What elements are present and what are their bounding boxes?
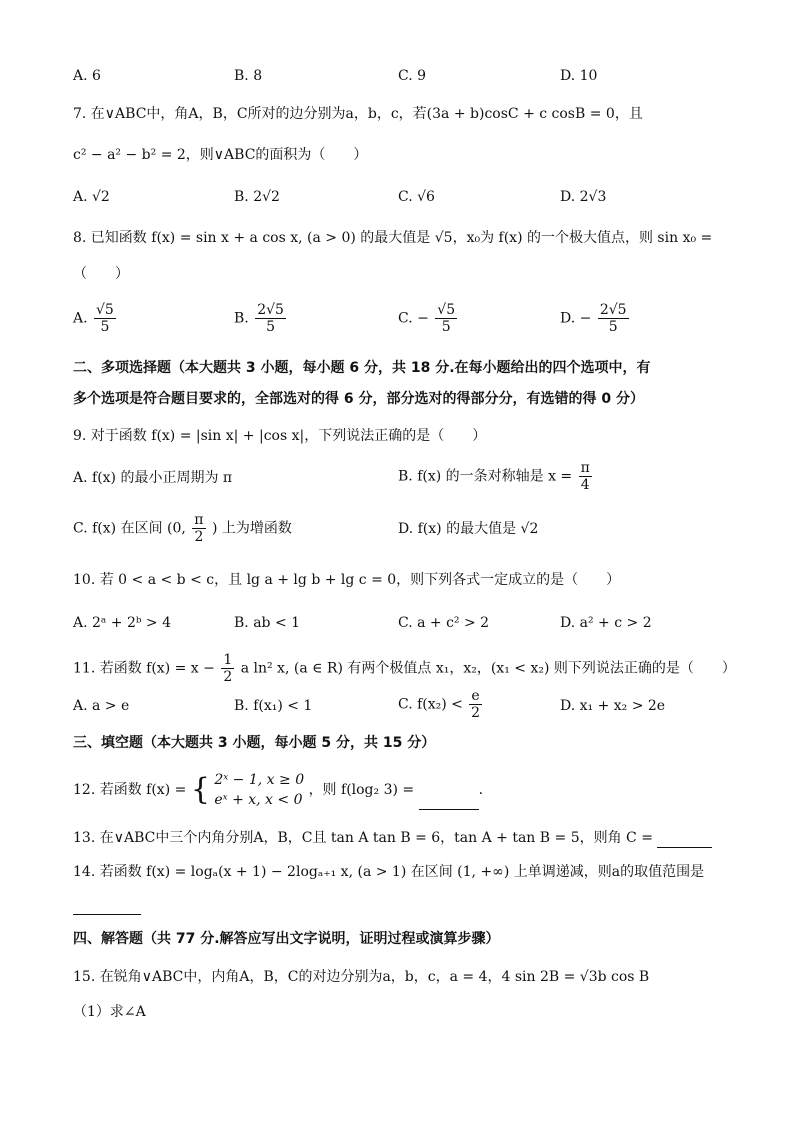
q11-stem-part1: 11. 若函数 f(x) = x −: [73, 660, 215, 677]
q8-option-b-label: B.: [234, 310, 249, 327]
q8-b-num: 2√5: [257, 302, 284, 318]
q8-option-c-fraction: [435, 302, 457, 335]
q8-option-d: [560, 302, 631, 335]
q12-case-2: eˣ + x, x < 0: [214, 792, 303, 808]
q9-option-c-fraction: [192, 512, 205, 545]
q12-end: .: [478, 782, 484, 798]
q9-stem: 9. 对于函数 f(x) = |sin x| + |cos x|，下列说法正确的是（ ）: [73, 428, 487, 444]
q8-a-den: 5: [100, 319, 110, 335]
q12-suffix: ，则 f(log₂ 3) =: [308, 782, 415, 798]
q8-option-b-fraction: [255, 302, 286, 335]
q12-prefix: 12. 若函数 f(x) =: [73, 782, 187, 798]
q9-option-b: [398, 460, 594, 493]
q8-option-c: [398, 302, 459, 335]
q12-answer-blank[interactable]: [419, 795, 479, 810]
q9-b-den: 4: [580, 477, 590, 493]
q8-b-den: 5: [266, 319, 276, 335]
q11-c-den: 2: [471, 705, 480, 721]
q8-option-d-fraction: [598, 302, 629, 335]
q10-stem: 10. 若 0 < a < b < c，且 lg a + lg b + lg c = 0，则下列各式一定成立的是（ ）: [73, 572, 621, 588]
q9-c-den: 2: [194, 529, 204, 545]
q7-stem-line2: c² − a² − b² = 2，则∨ABC的面积为（ ）: [73, 147, 368, 163]
q14-stem: 14. 若函数 f(x) = logₐ(x + 1) − 2logₐ₊₁ x, (a > 1) 在区间 (1, +∞) 上单调递减，则a的取值范围是: [73, 864, 705, 880]
q7-option-c: C. √6: [398, 189, 435, 205]
q11-stem: [73, 652, 736, 685]
q13-text: 13. 在∨ABC中三个内角分别A，B，C且 tan A tan B = 6，tan A + tan B = 5，则角 C =: [73, 830, 653, 846]
section-2-heading-line1: 二、多项选择题（本大题共 3 小题，每小题 6 分，共 18 分.在每小题给出的四个选项中，有: [73, 360, 651, 376]
q7-stem-line1: 7. 在∨ABC中，角A，B，C所对的边分别为a，b，c，若(3a + b)cosC + c cosB = 0，且: [73, 106, 643, 122]
q11-c-num: e: [471, 688, 480, 704]
q8-option-a-label: A.: [73, 310, 88, 327]
q9-option-c-text: C. f(x) 在区间 (0,: [73, 520, 186, 537]
q12-cases: [214, 770, 304, 810]
q8-c-den: 5: [441, 319, 451, 335]
q13-answer-blank[interactable]: [657, 833, 712, 848]
q10-option-b: B. ab < 1: [234, 615, 301, 631]
q11-option-c: [398, 688, 484, 721]
q13-stem: [73, 828, 712, 848]
q6-option-b: B. 8: [234, 68, 263, 84]
q8-option-a-fraction: [94, 302, 116, 335]
q9-option-c-suffix: ) 上为增函数: [211, 520, 292, 537]
q8-stem-line1: 8. 已知函数 f(x) = sin x + a cos x, (a > 0) 的最大值是 √5，x₀为 f(x) 的一个极大值点，则 sin x₀ =: [73, 230, 713, 246]
q15-subquestion-1: （1）求∠A: [73, 1004, 146, 1020]
q9-option-d: D. f(x) 的最大值是 √2: [398, 521, 539, 537]
q8-option-b: [234, 302, 288, 335]
q12-case-1: 2ˣ − 1, x ≥ 0: [214, 772, 305, 788]
q9-option-b-fraction: [579, 460, 592, 493]
q11-num: 1: [223, 652, 233, 668]
q11-option-c-fraction: [469, 688, 481, 721]
section-3-heading: 三、填空题（本大题共 3 小题，每小题 5 分，共 15 分）: [73, 735, 436, 751]
q7-option-d: D. 2√3: [560, 189, 607, 205]
q8-d-num: 2√5: [599, 302, 627, 318]
q8-a-num: √5: [96, 302, 114, 318]
q11-option-c-text: C. f(x₂) <: [398, 696, 463, 713]
q9-option-b-text: B. f(x) 的一条对称轴是 x =: [398, 468, 573, 485]
q9-option-a: A. f(x) 的最小正周期为 π: [73, 470, 233, 486]
q7-option-b: B. 2√2: [234, 189, 280, 205]
left-brace-icon: {: [190, 772, 210, 807]
section-2-heading-line2: 多个选项是符合题目要求的，全部选对的得 6 分，部分选对的得部分分，有选错的得 0 分）: [73, 391, 644, 407]
q8-d-den: 5: [608, 319, 618, 335]
q9-b-num: π: [580, 460, 590, 476]
q10-option-c: C. a + c² > 2: [398, 615, 490, 631]
q8-option-d-label: D. −: [560, 310, 592, 327]
q7-option-a: A. √2: [73, 189, 110, 205]
q11-den: 2: [223, 669, 233, 685]
q6-option-c: C. 9: [398, 68, 427, 84]
q9-c-num: π: [194, 512, 204, 528]
q11-option-b: B. f(x₁) < 1: [234, 698, 313, 714]
q6-option-d: D. 10: [560, 68, 598, 84]
q14-answer-blank[interactable]: [73, 900, 141, 915]
section-4-heading: 四、解答题（共 77 分.解答应写出文字说明，证明过程或演算步骤）: [73, 931, 500, 947]
q10-option-d: D. a² + c > 2: [560, 615, 652, 631]
q9-option-c: [73, 512, 292, 545]
q11-option-a: A. a > e: [73, 698, 130, 714]
q8-c-num: √5: [437, 302, 456, 318]
q8-stem-line2: （ ）: [73, 266, 129, 282]
q11-stem-fraction: [221, 652, 234, 685]
q12-stem: [73, 770, 483, 810]
q10-option-a: A. 2ᵃ + 2ᵇ > 4: [73, 615, 171, 631]
q11-stem-part2: a ln² x, (a ∈ R) 有两个极值点 x₁，x₂，(x₁ < x₂) 则下列说法正确的是（ ）: [240, 660, 736, 677]
q8-option-a: [73, 302, 118, 335]
q8-option-c-label: C. −: [398, 310, 429, 327]
q11-option-d: D. x₁ + x₂ > 2e: [560, 698, 666, 714]
q6-option-a: A. 6: [73, 68, 101, 84]
q15-stem: 15. 在锐角∨ABC中，内角A，B，C的对边分别为a，b，c，a = 4，4 sin 2B = √3b cos B: [73, 969, 650, 985]
